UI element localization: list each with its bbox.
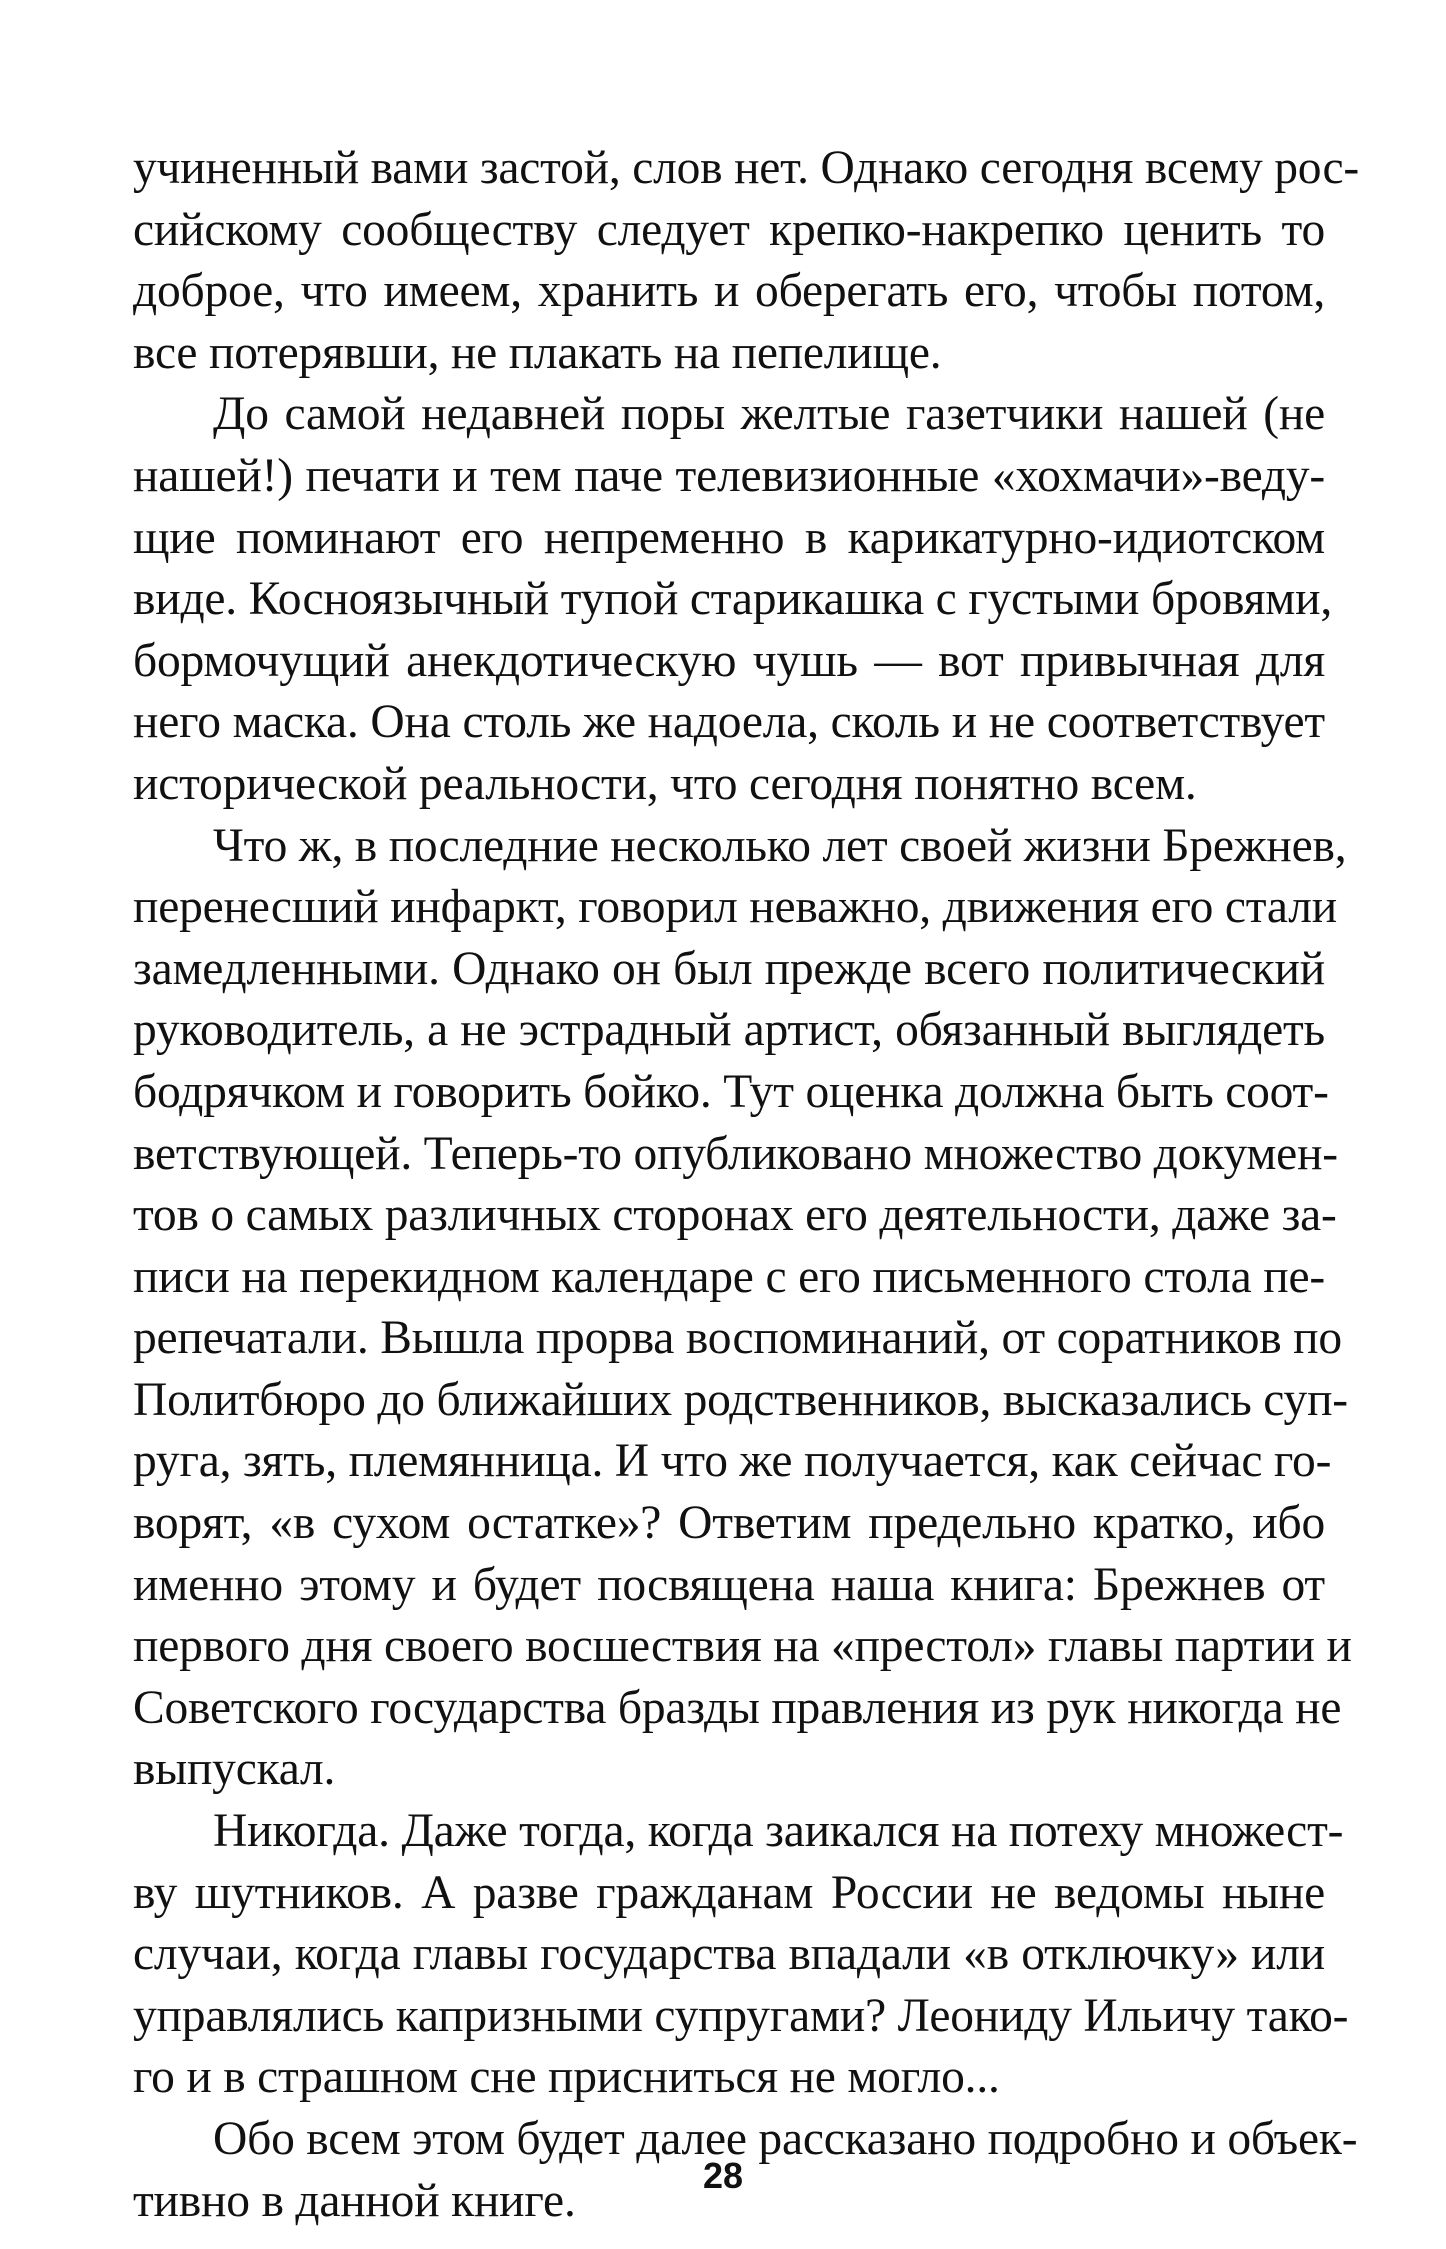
paragraph (133, 384, 1333, 815)
text-line: го и в страшном сне присниться не могло... (133, 2051, 1000, 2104)
text-line: первого дня своего восшествия на «престол» главы партии и (133, 1620, 1352, 1673)
text-line: ветствующей. Теперь-то опубликовано множество докумен- (133, 1127, 1338, 1180)
text-line: учиненный вами застой, слов нет. Однако сегодня всему рос- (133, 142, 1360, 194)
text-line: исторической реальности, что сегодня понятно всем. (133, 757, 1197, 810)
paragraph (133, 1801, 1349, 2109)
text-line: Советского государства бразды правления из рук никогда не (133, 1681, 1342, 1734)
text-line: перенесший инфаркт, говорил неважно, движения его стали (133, 881, 1337, 934)
page-number: 28 (702, 2155, 744, 2196)
text-line: виде. Косноязычный тупой старикашка с густыми бровями, (133, 573, 1333, 626)
text-line: нашей!) печати и тем паче телевизионные «хохмачи»-веду- (133, 449, 1325, 502)
text-line: ву шутников. А разве гражданам России не ведомы ныне (133, 1866, 1325, 1919)
text-line: тивно в данной книге. (133, 2174, 576, 2227)
paragraph (133, 816, 1352, 1802)
text-line: репечатали. Вышла прорва воспоминаний, от соратников по (133, 1312, 1342, 1365)
text-line: доброе, что имеем, хранить и оберегать его, чтобы потом, (133, 265, 1325, 318)
text-line: Обо всем этом будет далее рассказано подробно и объек- (213, 2113, 1358, 2165)
body-text (133, 138, 1360, 2232)
text-line: Никогда. Даже тогда, когда заикался на потеху множест- (213, 1805, 1344, 1858)
paragraph (133, 138, 1360, 384)
text-line: именно этому и будет посвящена наша книга: Брежнев от (133, 1558, 1325, 1611)
text-line: бормочущий анекдотическую чушь — вот привычная для (133, 634, 1325, 687)
text-line: тов о самых различных сторонах его деятельности, даже за- (133, 1189, 1337, 1242)
text-line: писи на перекидном календаре с его письменного стола пе- (133, 1250, 1325, 1303)
text-line: бодрячком и говорить бойко. Тут оценка должна быть соот- (133, 1065, 1329, 1118)
text-line: руга, зять, племянница. И что же получается, как сейчас го- (133, 1435, 1332, 1488)
text-line: управлялись капризными супругами? Леониду Ильичу тако- (133, 1989, 1349, 2042)
text-line: замедленными. Однако он был прежде всего политический (133, 942, 1325, 995)
text-line: выпускал. (133, 1743, 336, 1796)
text-line: все потерявши, не плакать на пепелище. (133, 326, 942, 379)
text-line: сийскому сообществу следует крепко-накрепко ценить то (133, 203, 1325, 256)
text-line: Политбюро до ближайших родственников, высказались суп- (133, 1373, 1348, 1426)
text-line: него маска. Она столь же надоела, сколь и не соответствует (133, 696, 1325, 749)
text-line: случаи, когда главы государства впадали «в отключку» или (133, 1928, 1325, 1981)
text-line: Что ж, в последние несколько лет своей жизни Брежнев, (213, 819, 1347, 872)
text-line: ворят, «в сухом остатке»? Ответим предельно кратко, ибо (133, 1497, 1325, 1550)
text-line: руководитель, а не эстрадный артист, обязанный выглядеть (133, 1004, 1325, 1057)
text-line: щие поминают его непременно в карикатурно-идиотском (133, 511, 1325, 564)
text-line: До самой недавней поры желтые газетчики нашей (не (213, 388, 1325, 441)
